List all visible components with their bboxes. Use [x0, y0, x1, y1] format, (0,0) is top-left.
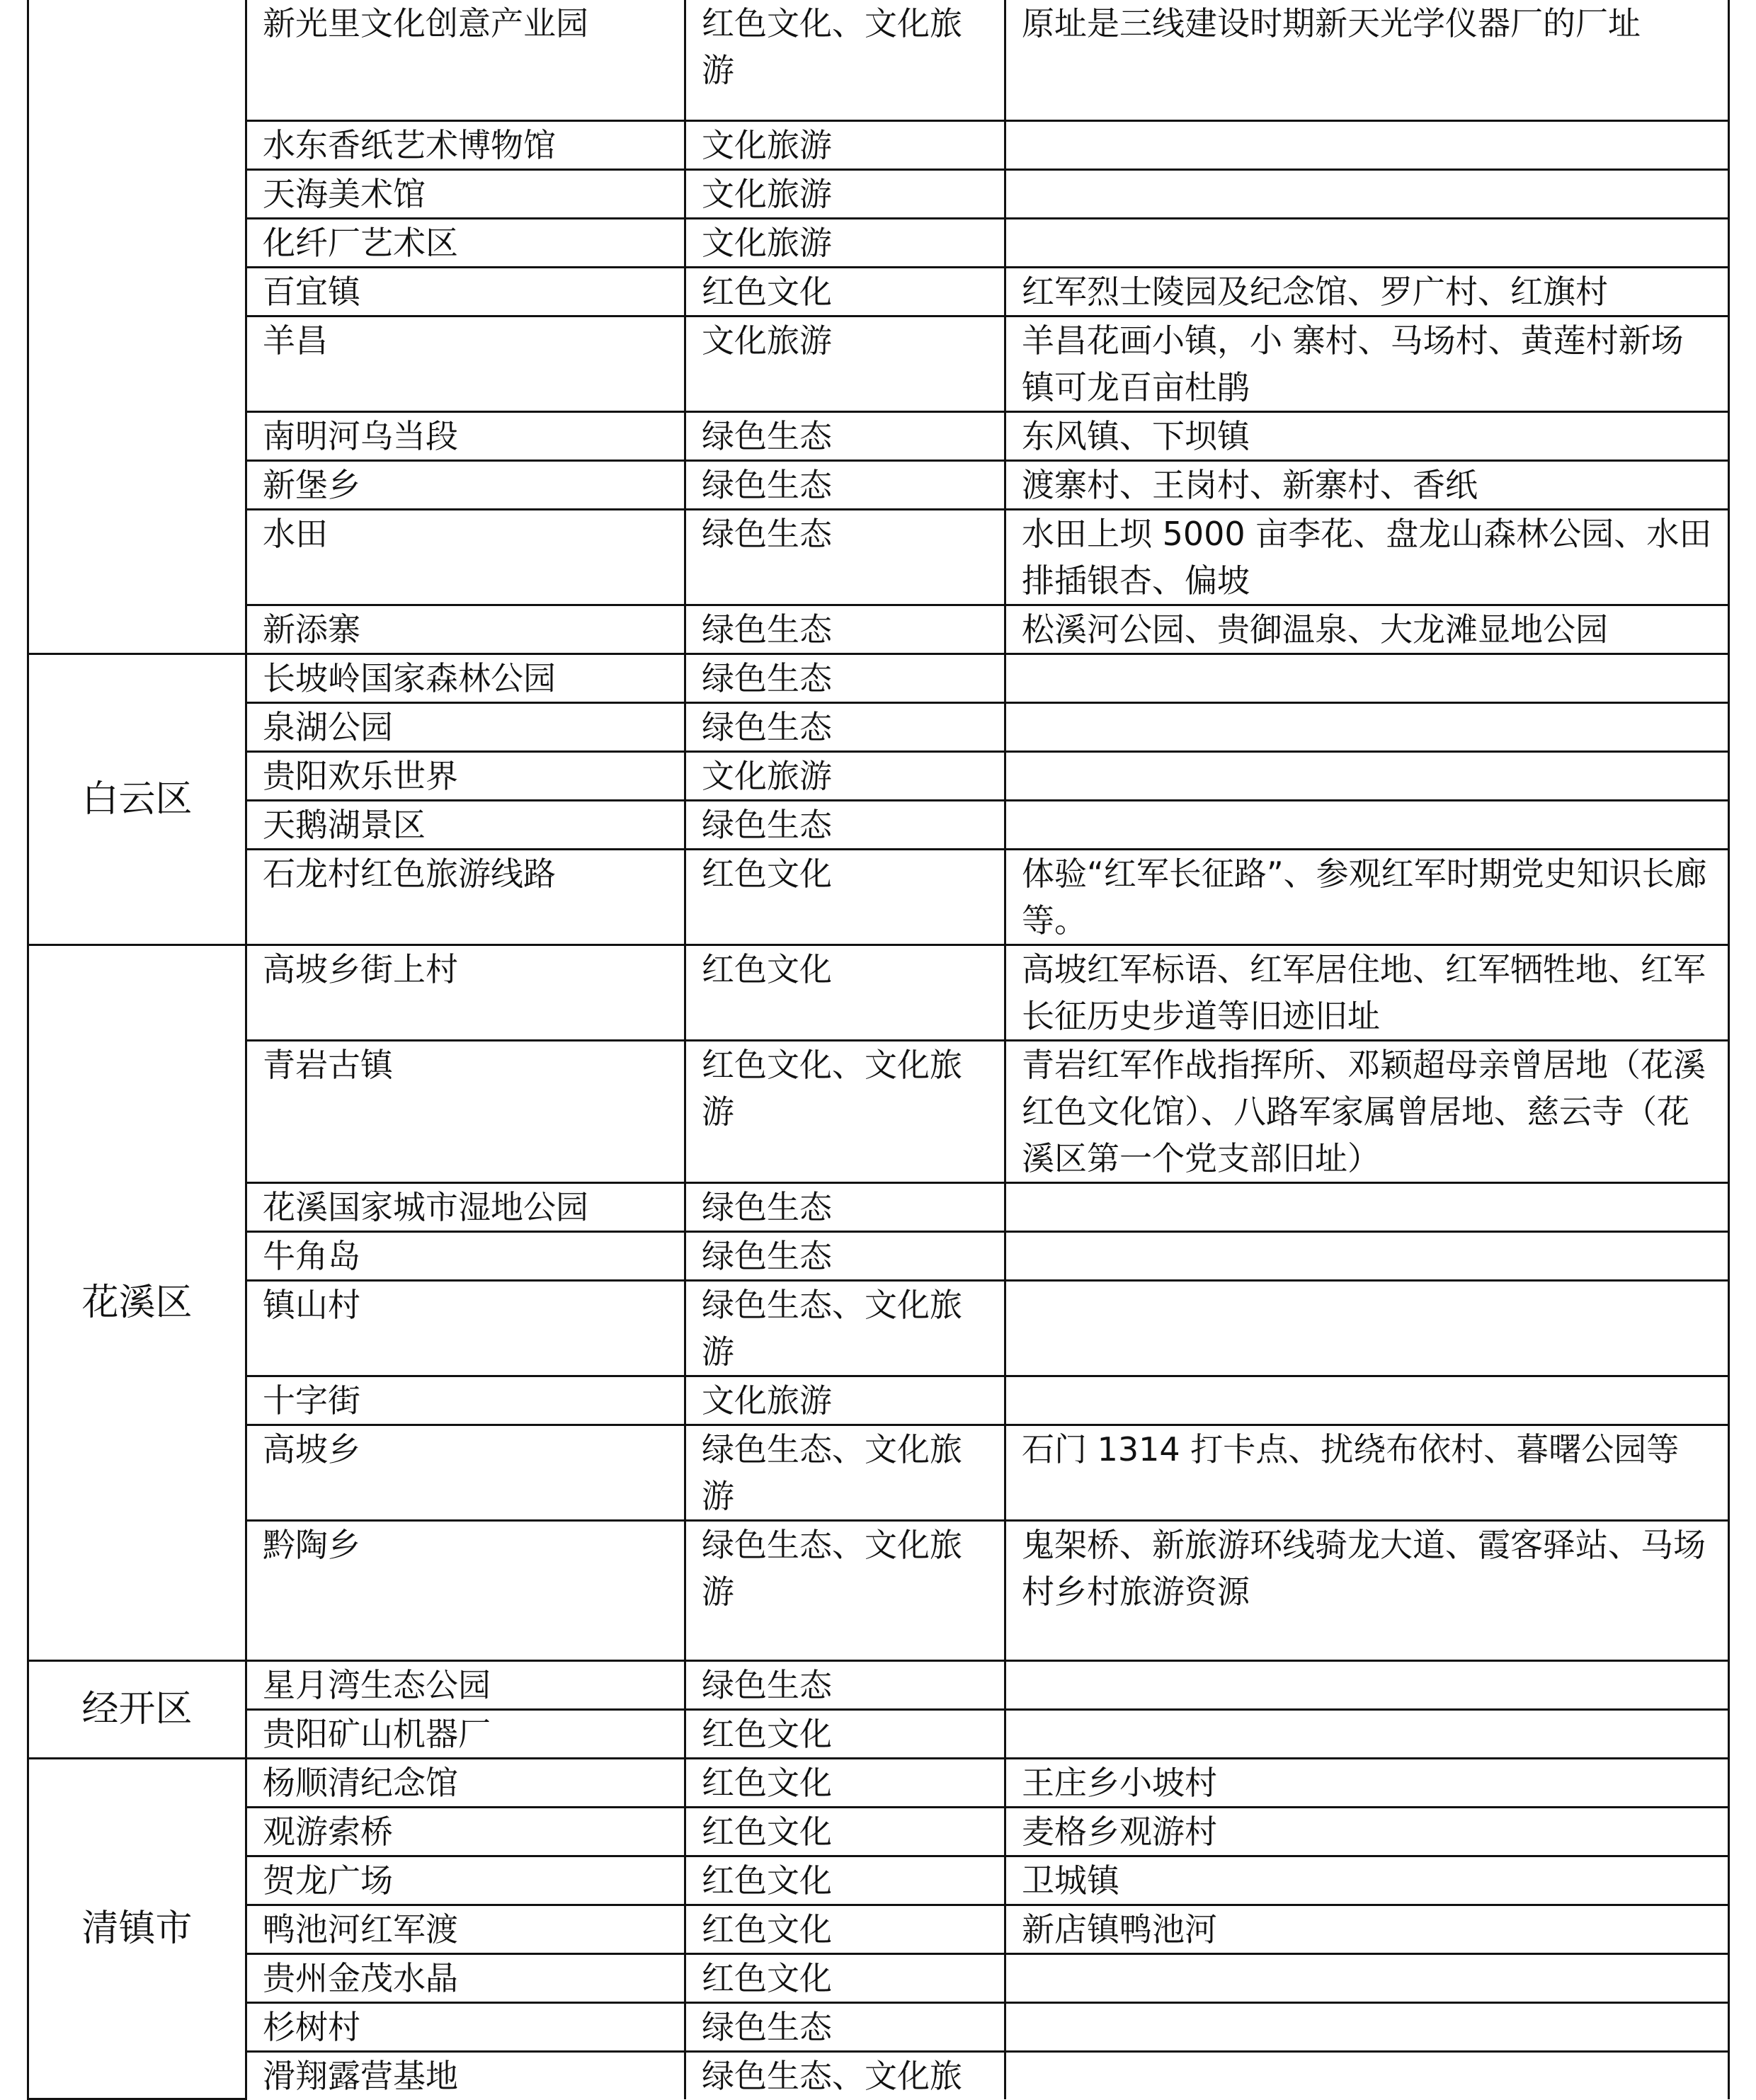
category-cell: 红色文化	[685, 849, 1005, 945]
attractions-table	[27, 0, 1730, 2100]
notes-cell	[1005, 120, 1729, 169]
place-name-cell: 石龙村红色旅游线路	[246, 849, 685, 945]
category-cell: 红色文化	[685, 1758, 1005, 1807]
notes-cell	[1005, 1953, 1729, 2002]
place-name-cell: 十字街	[246, 1376, 685, 1425]
category-cell: 绿色生态	[685, 702, 1005, 751]
table-row	[28, 1953, 1729, 2002]
table-row	[28, 1280, 1729, 1376]
notes-cell	[1005, 2051, 1729, 2099]
table-row	[28, 1856, 1729, 1905]
notes-cell	[1005, 1231, 1729, 1280]
district-cell: 经开区	[28, 1660, 246, 1758]
place-name-cell: 长坡岭国家森林公园	[246, 654, 685, 702]
table-row	[28, 1709, 1729, 1758]
category-cell: 红色文化	[685, 1953, 1005, 2002]
place-name-cell: 贵阳矿山机器厂	[246, 1709, 685, 1758]
notes-cell: 青岩红军作战指挥所、邓颖超母亲曾居地（花溪红色文化馆）、八路军家属曾居地、慈云寺（花溪区第一个党支部旧址）	[1005, 1040, 1729, 1182]
table-row	[28, 1231, 1729, 1280]
place-name-cell: 杉树村	[246, 2002, 685, 2051]
category-cell: 红色文化	[685, 1709, 1005, 1758]
district-cell: 白云区	[28, 654, 246, 945]
notes-cell	[1005, 2002, 1729, 2051]
notes-cell: 松溪河公园、贵御温泉、大龙滩显地公园	[1005, 605, 1729, 654]
notes-cell: 新店镇鸭池河	[1005, 1905, 1729, 1953]
category-cell: 绿色生态、文化旅游	[685, 1520, 1005, 1660]
table-row	[28, 605, 1729, 654]
table-row	[28, 267, 1729, 316]
place-name-cell: 贵州金茂水晶	[246, 1953, 685, 2002]
notes-cell	[1005, 702, 1729, 751]
category-cell: 绿色生态	[685, 2002, 1005, 2051]
table-row	[28, 1376, 1729, 1425]
district-cell	[28, 0, 246, 654]
category-cell: 红色文化	[685, 267, 1005, 316]
category-cell: 文化旅游	[685, 751, 1005, 800]
notes-cell	[1005, 1376, 1729, 1425]
category-cell: 绿色生态	[685, 411, 1005, 460]
table-row	[28, 169, 1729, 218]
notes-cell: 红军烈士陵园及纪念馆、罗广村、红旗村	[1005, 267, 1729, 316]
place-name-cell: 观游索桥	[246, 1807, 685, 1856]
category-cell: 红色文化	[685, 1905, 1005, 1953]
table-row	[28, 849, 1729, 945]
place-name-cell: 天鹅湖景区	[246, 800, 685, 849]
table-row	[28, 1660, 1729, 1709]
table-row	[28, 460, 1729, 509]
place-name-cell: 百宜镇	[246, 267, 685, 316]
category-cell: 绿色生态	[685, 605, 1005, 654]
notes-cell	[1005, 1182, 1729, 1231]
notes-cell: 高坡红军标语、红军居住地、红军牺牲地、红军长征历史步道等旧迹旧址	[1005, 945, 1729, 1040]
place-name-cell: 水田	[246, 509, 685, 605]
table-row	[28, 120, 1729, 169]
place-name-cell: 贵阳欢乐世界	[246, 751, 685, 800]
category-cell: 绿色生态	[685, 509, 1005, 605]
table-row	[28, 945, 1729, 1040]
place-name-cell: 滑翔露营基地	[246, 2051, 685, 2099]
place-name-cell: 青岩古镇	[246, 1040, 685, 1182]
table-row	[28, 1758, 1729, 1807]
place-name-cell: 南明河乌当段	[246, 411, 685, 460]
place-name-cell: 泉湖公园	[246, 702, 685, 751]
category-cell: 绿色生态	[685, 1231, 1005, 1280]
category-cell: 绿色生态	[685, 460, 1005, 509]
category-cell: 红色文化	[685, 1856, 1005, 1905]
place-name-cell: 羊昌	[246, 316, 685, 411]
place-name-cell: 花溪国家城市湿地公园	[246, 1182, 685, 1231]
category-cell: 绿色生态	[685, 1182, 1005, 1231]
table-row	[28, 509, 1729, 605]
table-row	[28, 654, 1729, 702]
place-name-cell: 鸭池河红军渡	[246, 1905, 685, 1953]
category-cell: 红色文化	[685, 945, 1005, 1040]
notes-cell: 石门 1314 打卡点、扰绕布依村、暮曙公园等	[1005, 1425, 1729, 1520]
place-name-cell: 水东香纸艺术博物馆	[246, 120, 685, 169]
notes-cell	[1005, 1660, 1729, 1709]
category-cell: 文化旅游	[685, 1376, 1005, 1425]
place-name-cell: 杨顺清纪念馆	[246, 1758, 685, 1807]
category-cell: 绿色生态	[685, 800, 1005, 849]
place-name-cell: 高坡乡	[246, 1425, 685, 1520]
place-name-cell: 化纤厂艺术区	[246, 218, 685, 267]
category-cell: 文化旅游	[685, 316, 1005, 411]
notes-cell: 东风镇、下坝镇	[1005, 411, 1729, 460]
notes-cell: 鬼架桥、新旅游环线骑龙大道、霞客驿站、马场村乡村旅游资源	[1005, 1520, 1729, 1660]
table-row	[28, 2051, 1729, 2099]
table-row	[28, 218, 1729, 267]
notes-cell	[1005, 218, 1729, 267]
category-cell: 绿色生态、文化旅	[685, 2051, 1005, 2099]
notes-cell	[1005, 1280, 1729, 1376]
category-cell: 红色文化、文化旅游	[685, 1040, 1005, 1182]
category-cell: 绿色生态、文化旅游	[685, 1425, 1005, 1520]
notes-cell	[1005, 169, 1729, 218]
notes-cell: 水田上坝 5000 亩李花、盘龙山森林公园、水田排插银杏、偏坡	[1005, 509, 1729, 605]
place-name-cell: 新光里文化创意产业园	[246, 0, 685, 120]
table-row	[28, 702, 1729, 751]
place-name-cell: 天海美术馆	[246, 169, 685, 218]
table-row	[28, 1905, 1729, 1953]
notes-cell: 麦格乡观游村	[1005, 1807, 1729, 1856]
category-cell: 文化旅游	[685, 218, 1005, 267]
notes-cell: 王庄乡小坡村	[1005, 1758, 1729, 1807]
notes-cell	[1005, 654, 1729, 702]
table-row	[28, 1520, 1729, 1660]
place-name-cell: 新添寨	[246, 605, 685, 654]
notes-cell	[1005, 800, 1729, 849]
place-name-cell: 高坡乡街上村	[246, 945, 685, 1040]
table-row	[28, 1807, 1729, 1856]
table-row	[28, 751, 1729, 800]
place-name-cell: 贺龙广场	[246, 1856, 685, 1905]
table-row	[28, 1425, 1729, 1520]
notes-cell	[1005, 751, 1729, 800]
district-cell: 花溪区	[28, 945, 246, 1660]
place-name-cell: 新堡乡	[246, 460, 685, 509]
table-row	[28, 1182, 1729, 1231]
notes-cell: 羊昌花画小镇，小 寨村、马场村、黄莲村新场镇可龙百亩杜鹃	[1005, 316, 1729, 411]
place-name-cell: 牛角岛	[246, 1231, 685, 1280]
notes-cell: 体验“红军长征路”、参观红军时期党史知识长廊等。	[1005, 849, 1729, 945]
category-cell: 文化旅游	[685, 120, 1005, 169]
table-row	[28, 0, 1729, 120]
category-cell: 红色文化、文化旅游	[685, 0, 1005, 120]
category-cell: 红色文化	[685, 1807, 1005, 1856]
table-row	[28, 316, 1729, 411]
notes-cell: 卫城镇	[1005, 1856, 1729, 1905]
table-row	[28, 411, 1729, 460]
notes-cell: 渡寨村、王岗村、新寨村、香纸	[1005, 460, 1729, 509]
table-row	[28, 2002, 1729, 2051]
category-cell: 文化旅游	[685, 169, 1005, 218]
table-row	[28, 800, 1729, 849]
notes-cell: 原址是三线建设时期新天光学仪器厂的厂址	[1005, 0, 1729, 120]
place-name-cell: 镇山村	[246, 1280, 685, 1376]
category-cell: 绿色生态	[685, 1660, 1005, 1709]
category-cell: 绿色生态、文化旅游	[685, 1280, 1005, 1376]
table-body	[28, 0, 1729, 2099]
place-name-cell: 星月湾生态公园	[246, 1660, 685, 1709]
place-name-cell: 黔陶乡	[246, 1520, 685, 1660]
district-cell: 清镇市	[28, 1758, 246, 2099]
table-row	[28, 1040, 1729, 1182]
category-cell: 绿色生态	[685, 654, 1005, 702]
notes-cell	[1005, 1709, 1729, 1758]
